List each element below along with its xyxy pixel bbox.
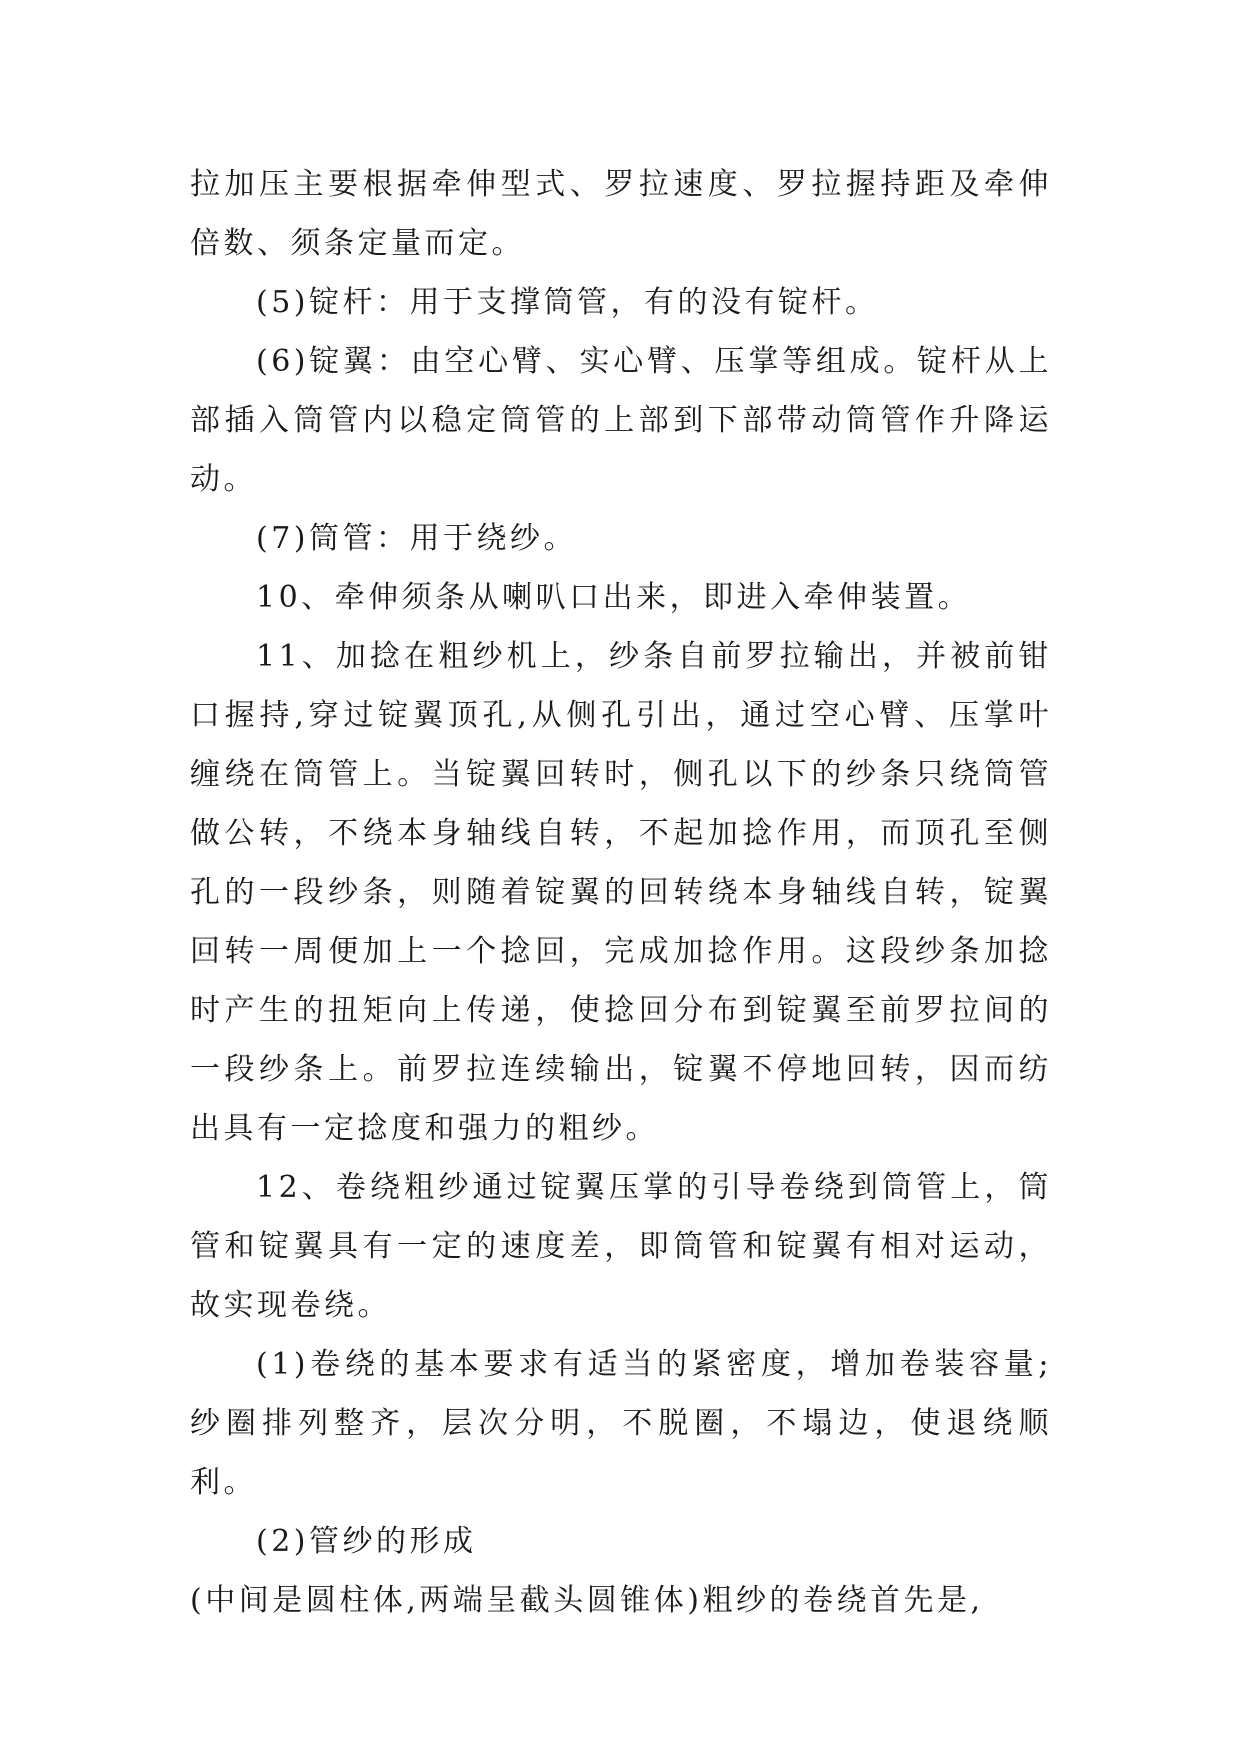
paragraph-package-shape: (中间是圆柱体,两端呈截头圆锥体)粗纱的卷绕首先是, [190,1583,984,1618]
body-text [190,155,1052,1630]
paragraph-bobbin: (7)筒管：用于绕纱。 [256,521,577,556]
paragraph-item-10: 10、牵伸须条从喇叭口出来，即进入牵伸装置。 [256,580,972,615]
paragraph-package-formation: (2)管纱的形成 [256,1524,477,1559]
paragraph-flyer: (6)锭翼：由空心臂、实心臂、压掌等组成。锭杆从上部插入筒管内以稳定筒管的上部到下部带动筒管作升降运动。 [190,344,1052,497]
paragraph-item-12: 12、卷绕粗纱通过锭翼压掌的引导卷绕到筒管上，筒管和锭翼具有一定的速度差，即筒管和锭翼有相对运动，故实现卷绕。 [190,1170,1052,1323]
paragraph-continuation: 拉加压主要根据牵伸型式、罗拉速度、罗拉握持距及牵伸倍数、须条定量而定。 [190,167,1052,261]
paragraph-winding-requirements: (1)卷绕的基本要求有适当的紧密度，增加卷装容量;纱圈排列整齐，层次分明，不脱圈，不塌边，使退绕顺利。 [190,1347,1052,1500]
paragraph-item-11: 11、加捻在粗纱机上，纱条自前罗拉输出，并被前钳口握持,穿过锭翼顶孔,从侧孔引出，通过空心臂、压掌叶缠绕在筒管上。当锭翼回转时，侧孔以下的纱条只绕筒管做公转，不绕本身轴线自转，不起加捻作用，而顶孔至侧孔的一段纱条，则随着锭翼的回转绕本身轴线自转，锭翼回转一周便加上一个捻回，完成加捻作用。这段纱条加捻时产生的扭矩向上传递，使捻回分布到锭翼至前罗拉间的一段纱条上。前罗拉连续输出，锭翼不停地回转，因而纺出具有一定捻度和强力的粗纱。 [190,639,1052,1146]
paragraph-spindle: (5)锭杆：用于支撑筒管，有的没有锭杆。 [256,285,879,320]
